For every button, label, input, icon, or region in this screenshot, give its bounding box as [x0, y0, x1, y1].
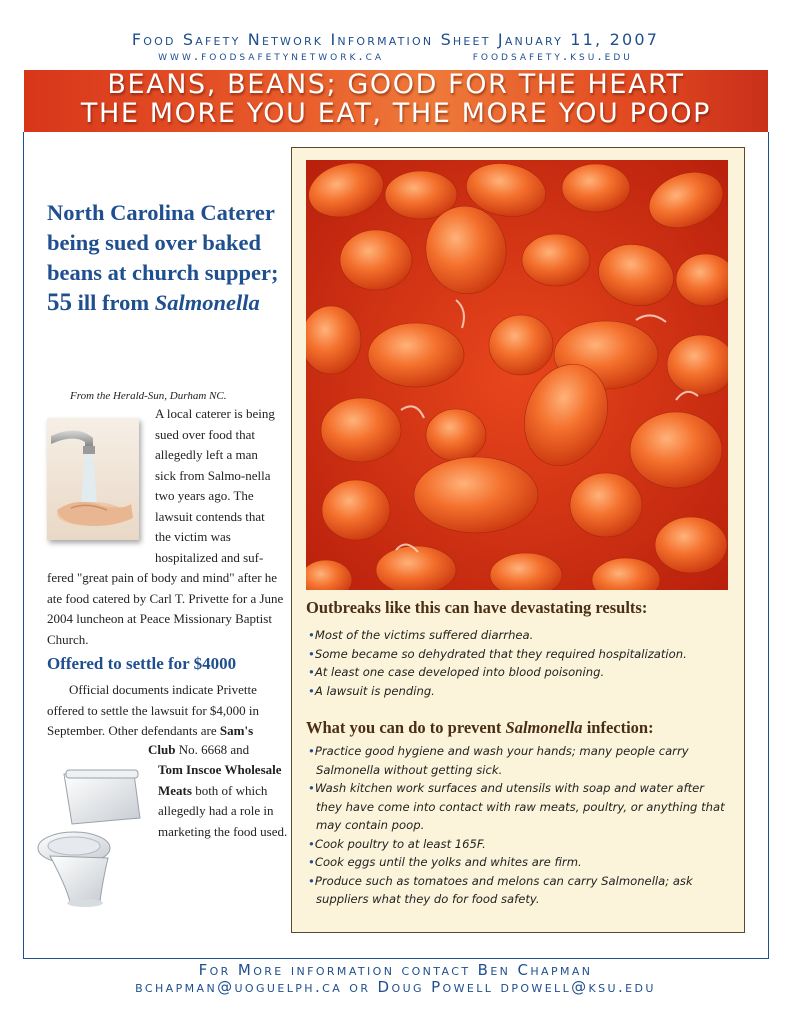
- list-item: •Cook eggs until the yolks and whites are firm.: [308, 855, 582, 869]
- outbreaks-list: [308, 626, 732, 700]
- header-title: Food Safety Network Information Sheet January 11, 2007: [131, 30, 660, 49]
- header-sites: [0, 48, 791, 64]
- prevention-heading: What you can do to prevent Salmonella infection:: [306, 718, 654, 737]
- banner-line-2: THE MORE YOU EAT, THE MORE YOU POOP: [80, 98, 712, 129]
- list-item: •A lawsuit is pending.: [308, 683, 435, 698]
- prevention-list: [308, 742, 732, 909]
- title-banner: [24, 70, 768, 132]
- footer-contact: [0, 962, 791, 996]
- banner-line-1: BEANS, BEANS; GOOD FOR THE HEART: [107, 69, 685, 100]
- list-item: •Produce such as tomatoes and melons can carry Salmonella; ask suppliers what they do for food safety.: [308, 873, 693, 906]
- list-item: •Most of the victims suffered diarrhea.: [308, 628, 534, 642]
- handwashing-photo: [47, 418, 139, 540]
- article-paragraph-1-bottom: fered "great pain of body and mind" after he ate food catered by Carl T. Privette for a June 2004 luncheon at Peace Missionary Baptist Church.: [47, 570, 284, 647]
- list-item: •At least one case developed into blood poisoning.: [308, 665, 605, 679]
- defendant-club: Club: [148, 742, 176, 757]
- list-item: •Wash kitchen work surfaces and utensils with soap and water after they have come into contact with raw meats, poultry, or anything that may contain poop.: [308, 781, 725, 832]
- article-paragraph-2: Official documents indicate Privette offered to settle the lawsuit for $4,000 in September. Other defendants are Sam's: [47, 682, 260, 738]
- site-link-ksu[interactable]: foodsafety.ksu.edu: [472, 48, 633, 64]
- outbreaks-heading: Outbreaks like this can have devastating results:: [306, 598, 648, 617]
- defendant-inscoe: Tom Inscoe Wholesale Meats: [158, 762, 282, 798]
- headline-number: 55: [47, 289, 72, 316]
- footer-emails[interactable]: bchapman@uoguelph.ca or Doug Powell dpowell@ksu.edu: [135, 978, 656, 996]
- toilet-image: [36, 766, 148, 910]
- baked-beans-photo: [306, 160, 728, 590]
- article-source: From the Herald-Sun, Durham NC.: [70, 390, 227, 402]
- article-paragraph-1-top: A local caterer is being sued over food that allegedly left a man sick from Salmo-nella two years ago. The lawsuit contends that the victim was hospitalized and suf-: [155, 406, 275, 565]
- footer-line-1: For More information contact Ben Chapman: [198, 961, 593, 979]
- defendant-sams: Sam's: [219, 723, 254, 738]
- article-paragraph-2-end: Tom Inscoe Wholesale Meats both of which allegedly had a role in marketing the food used.: [158, 762, 288, 839]
- article-paragraph-2-cont: Club No. 6668 and: [148, 742, 250, 757]
- headline-italic: Salmonella: [154, 290, 260, 315]
- list-item: •Some became so dehydrated that they required hospitalization.: [308, 646, 687, 661]
- list-item: •Practice good hygiene and wash your hands; many people carry Salmonella without getting sick.: [308, 744, 689, 777]
- headline-text: North Carolina Caterer being sued over baked beans at church supper;: [47, 200, 279, 285]
- list-item: •Cook poultry to at least 165F.: [308, 836, 486, 851]
- headline-text-2: ill from: [77, 290, 150, 315]
- site-link-foodsafetynetwork[interactable]: www.foodsafetynetwork.ca: [158, 48, 385, 64]
- article-subhead: Offered to settle for $4000: [47, 654, 237, 673]
- article-headline: [47, 198, 287, 318]
